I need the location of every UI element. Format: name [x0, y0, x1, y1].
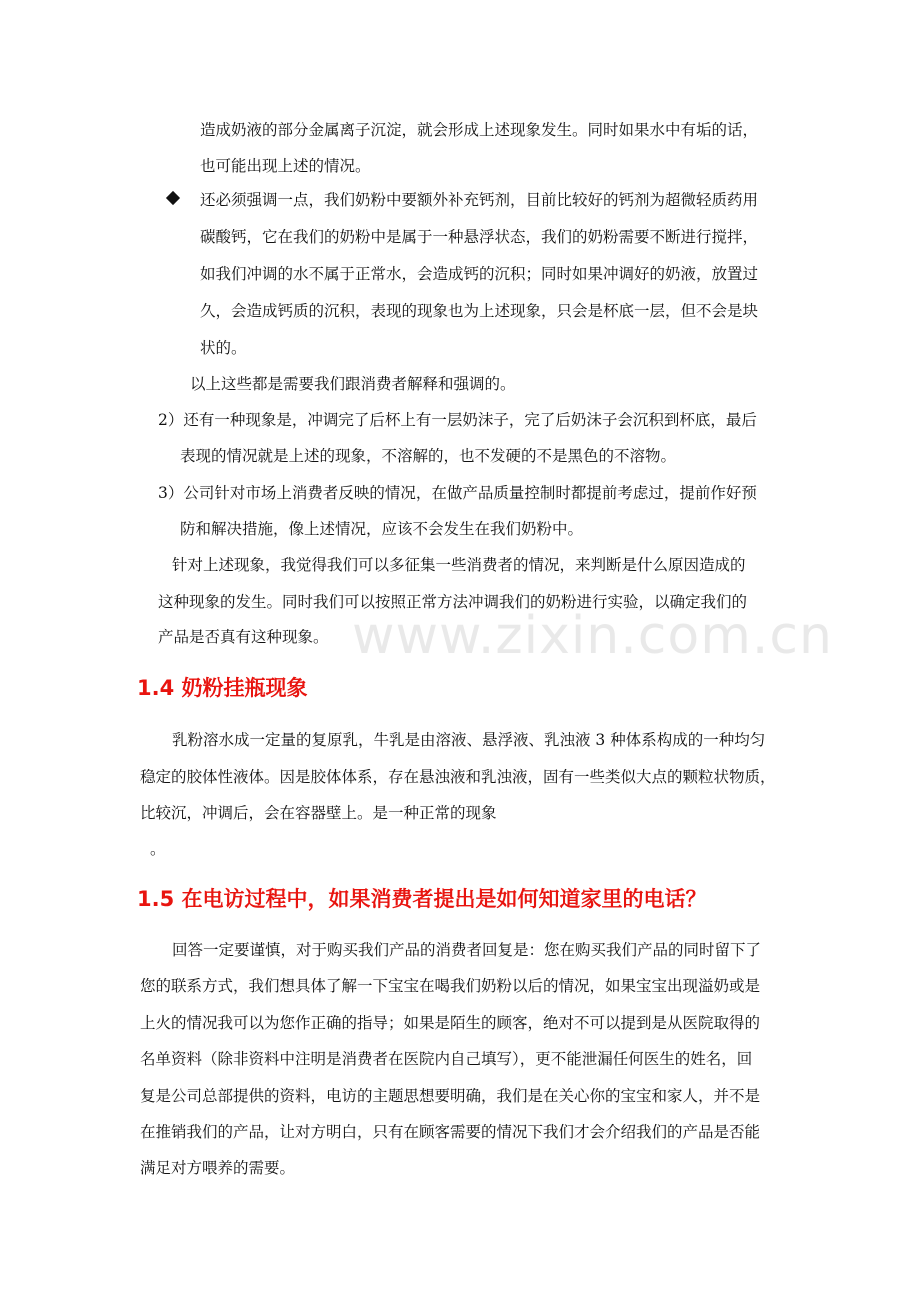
section-1-4-line: 乳粉溶水成一定量的复原乳，牛乳是由溶液、悬浮液、乳浊液 3 种体系构成的一种均匀 [172, 731, 766, 749]
section-1-5-line: 满足对方喂养的需要。 [140, 1159, 296, 1177]
conclusion-line: 产品是否真有这种现象。 [158, 628, 329, 646]
list-item-2: 2）还有一种现象是，冲调完了后杯上有一层奶沫子，完了后奶沫子会沉积到杯底，最后 [158, 411, 757, 429]
summary-line: 以上这些都是需要我们跟消费者解释和强调的。 [190, 375, 516, 393]
section-heading-1-4: 1.4 奶粉挂瓶现象 [137, 676, 308, 700]
bullet-line: 还必须强调一点，我们奶粉中要额外补充钙剂，目前比较好的钙剂为超微轻质药用 [200, 191, 759, 209]
list-item-3: 3）公司针对市场上消费者反映的情况，在做产品质量控制时都提前考虑过，提前作好预 [158, 484, 757, 502]
section-1-5-line: 您的联系方式，我们想具体了解一下宝宝在喝我们奶粉以后的情况，如果宝宝出现溢奶或是 [140, 977, 761, 995]
conclusion-line: 这种现象的发生。同时我们可以按照正常方法冲调我们的奶粉进行实验，以确定我们的 [158, 593, 748, 611]
list-item-2-cont: 表现的情况就是上述的现象，不溶解的，也不发硬的不是黑色的不溶物。 [180, 447, 677, 465]
section-1-5-line: 回答一定要谨慎，对于购买我们产品的消费者回复是：您在购买我们产品的同时留下了 [172, 941, 762, 959]
conclusion-line: 针对上述现象，我觉得我们可以多征集一些消费者的情况，来判断是什么原因造成的 [172, 556, 746, 574]
bullet-line: 碳酸钙，它在我们的奶粉中是属于一种悬浮状态，我们的奶粉需要不断进行搅拌， [200, 228, 759, 246]
section-1-5-line: 复是公司总部提供的资料，电访的主题思想要明确，我们是在关心你的宝宝和家人，并不是 [140, 1087, 761, 1105]
watermark: www.zixin.com.cn [352, 606, 833, 666]
section-1-5-line: 名单资料（除非资料中注明是消费者在医院内自己填写），更不能泄漏任何医生的姓名，回 [140, 1050, 753, 1068]
paragraph-line: 造成奶液的部分金属离子沉淀，就会形成上述现象发生。同时如果水中有垢的话， [200, 121, 759, 139]
diamond-bullet-icon [166, 191, 180, 205]
bullet-line: 如我们冲调的水不属于正常水，会造成钙的沉积；同时如果冲调好的奶液，放置过 [200, 265, 759, 283]
section-heading-1-5: 1.5 在电访过程中，如果消费者提出是如何知道家里的电话？ [137, 887, 707, 911]
section-1-5-line: 在推销我们的产品，让对方明白，只有在顾客需要的情况下我们才会介绍我们的产品是否能 [140, 1123, 761, 1141]
section-1-5-line: 上火的情况我可以为您作正确的指导；如果是陌生的顾客，绝对不可以提到是从医院取得的 [140, 1014, 761, 1032]
bullet-line: 状的。 [200, 339, 247, 357]
list-item-3-cont: 防和解决措施，像上述情况，应该不会发生在我们奶粉中。 [180, 520, 584, 538]
bullet-line: 久，会造成钙质的沉积，表现的现象也为上述现象，只会是杯底一层，但不会是块 [200, 302, 759, 320]
section-1-4-line: 稳定的胶体性液体。因是胶体体系，存在悬浊液和乳浊液，固有一些类似大点的颗粒状物质， [140, 768, 776, 786]
paragraph-line: 也可能出现上述的情况。 [200, 157, 371, 175]
section-1-4-line: 比较沉，冲调后，会在容器壁上。是一种正常的现象 [140, 804, 497, 822]
section-1-4-line: 。 [150, 840, 166, 858]
